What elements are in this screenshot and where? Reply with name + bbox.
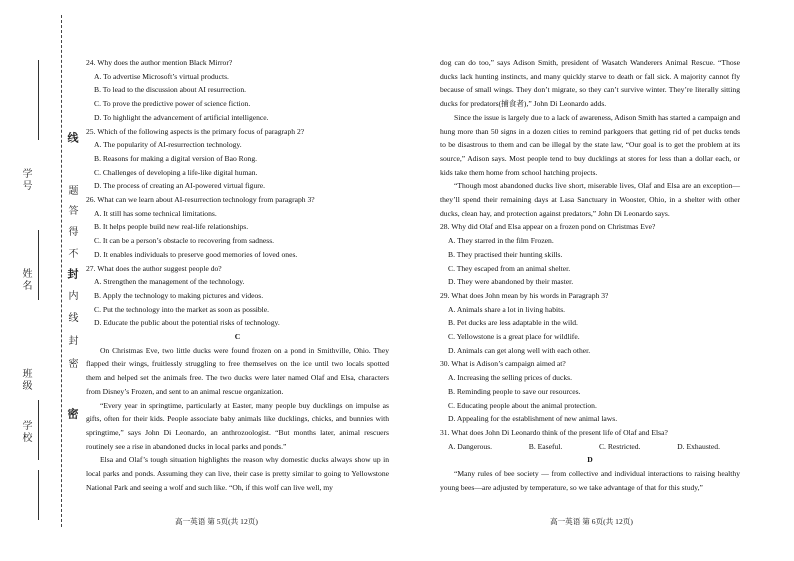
option-d: D. Animals can get along well with each other. <box>448 345 591 355</box>
student-id-label: 学号 <box>20 168 31 192</box>
option-c: C. Yellowstone is a great place for wildlife. <box>448 332 580 342</box>
class-label: 班级 <box>20 368 31 392</box>
question-stem: 28. Why did Olaf and Elsa appear on a frozen pond on Christmas Eve? <box>440 222 656 232</box>
option-d: D. Exhausted. <box>677 441 720 451</box>
option-b: B. It helps people build new real-life relationships. <box>94 222 249 232</box>
right-column <box>440 56 740 495</box>
school-underline <box>38 470 39 520</box>
question-stem: 24. Why does the author mention Black Mirror? <box>86 58 233 67</box>
question-stem: 25. Which of the following aspects is the primary focus of paragraph 2? <box>86 126 305 136</box>
question-stem: 29. What does John mean by his words in Paragraph 3? <box>440 290 609 300</box>
passage-paragraph: “Every year in springtime, particularly at Easter, many people buy ducklings on impulse as gifts, often for their kids. People associate baby animals like ducklings, chicks, and bunnies with springtime,” says John Di Leonardo, an anthrozoologist. “But months later, animal rescuers routinely see a rise in abandoned ducks in local parks and ponds.” <box>86 400 389 451</box>
passage-paragraph: Elsa and Olaf’s tough situation highlights the reason why domestic ducks always show up in local parks and ponds. Assuming they can live, their case is pretty similar to going to Yellowstone National Park and seeing a wolf and such like. “Oh, if this wolf can live well, my <box>86 455 389 492</box>
student-id-underline <box>38 60 39 140</box>
option-a: A. It still has some technical limitations. <box>94 208 217 218</box>
name-underline <box>38 230 39 300</box>
left-column <box>86 56 389 495</box>
option-b: B. Reasons for making a digital version of Bao Rong. <box>94 153 258 163</box>
name-label: 姓名 <box>20 268 31 292</box>
option-d: D. The process of creating an AI-powered virtual figure. <box>94 181 266 191</box>
option-d: D. They were abandoned by their master. <box>448 277 574 287</box>
option-a: A. To advertise Microsoft’s virtual products. <box>94 71 229 81</box>
question-stem: 27. What does the author suggest people do? <box>86 263 222 273</box>
option-b: B. Apply the technology to making pictures and videos. <box>94 290 264 300</box>
option-d: D. Appealing for the establishment of new animal laws. <box>448 414 618 424</box>
section-heading: D <box>587 455 593 465</box>
passage-paragraph: “Though most abandoned ducks live short, miserable lives, Olaf and Elsa are an exception—they’ll spend their remaining days at Lasa Sanctuary in Wooster, Ohio, in a shelter with other ducks, clean hay, and protection against predators,” John Di Leonardo says. <box>440 181 740 218</box>
option-c: C. They escaped from an animal shelter. <box>448 263 571 273</box>
seal-char: 内 <box>66 290 77 302</box>
option-b: B. To lead to the discussion about AI resurrection. <box>94 85 247 95</box>
school-label: 学校 <box>20 420 31 444</box>
passage-paragraph: On Christmas Eve, two little ducks were found frozen on a pond in Smithville, Ohio. They flapped their wings, fruitlessly struggling to free themselves on the ice until two locals spotted them and helped set the animals free. The two ducks were later named Olaf and Elsa, characters from Disney’s Frozen, and sent to an animal rescue organization. <box>86 345 389 396</box>
option-row <box>440 440 740 454</box>
question-stem: 26. What can we learn about AI-resurrection technology from paragraph 3? <box>86 195 315 205</box>
option-d: D. To highlight the advancement of artificial intelligence. <box>94 112 269 122</box>
seal-char: 答 <box>66 205 77 217</box>
option-a: A. They starred in the film Frozen. <box>448 236 554 246</box>
option-b: B. Pet ducks are less adaptable in the wild. <box>448 318 578 328</box>
option-a: A. The popularity of AI-resurrection technology. <box>94 140 242 150</box>
seal-char-seal: 封 <box>66 268 78 281</box>
class-underline <box>38 400 39 460</box>
seal-char-secret: 密 <box>66 408 78 421</box>
page-footer-right: 高一英语 第 6页(共 12页) <box>550 517 633 526</box>
option-a: A. Animals share a lot in living habits. <box>448 304 566 314</box>
passage-paragraph: dog can do too,” says Adison Smith, president of Wasatch Wanderers Animal Rescue. “Those ducks lack hunting instincts, and many quickly starve to death or fall sick. A majority cannot fly because of small wings. They don’t migrate, so they can’t survive winter. They’re literally sitting ducks for predators(捕食者),” John Di Leonardo adds. <box>440 58 740 109</box>
option-a: A. Dangerous. <box>448 441 493 451</box>
seal-char: 得 <box>66 226 77 238</box>
seal-char-line: 线 <box>66 132 78 145</box>
option-d: D. Educate the public about the potential risks of technology. <box>94 318 280 328</box>
page-footer-left: 高一英语 第 5页(共 12页) <box>175 517 258 526</box>
seal-char: 线 <box>66 312 77 324</box>
seal-char: 不 <box>66 248 77 260</box>
option-b: B. Easeful. <box>528 441 563 451</box>
seal-char: 封 <box>66 335 77 347</box>
seal-line <box>61 15 62 527</box>
option-a: A. Strengthen the management of the technology. <box>94 277 245 287</box>
option-c: C. Challenges of developing a life-like digital human. <box>94 167 258 177</box>
seal-char: 题 <box>66 185 77 197</box>
passage-paragraph: Since the issue is largely due to a lack of awareness, Adison Smith has started a campaign and hung more than 50 signs in a dozen cities to remind parkgoers that getting rid of pet ducks tends to be disastrous to them and can be illegal by the state law, “Our goal is to get the problem at its source,” Adison says. Most people tend to buy ducklings at stores for less than a dollar each, or kids take them home from school hatching projects. <box>440 112 740 177</box>
passage-paragraph: “Many rules of bee society — from collective and individual interactions to raising healthy young bees—are adjusted by temperature, so we take advantage of that for this study,” <box>440 469 740 492</box>
option-c: C. To prove the predictive power of science fiction. <box>94 99 251 109</box>
option-b: B. They practised their hunting skills. <box>448 249 563 259</box>
option-b: B. Reminding people to save our resources. <box>448 386 581 396</box>
section-heading: C <box>234 332 241 342</box>
option-c: C. Restricted. <box>598 441 641 451</box>
option-a: A. Increasing the selling prices of ducks. <box>448 373 572 383</box>
option-c: C. It can be a person’s obstacle to recovering from sadness. <box>94 236 275 246</box>
question-stem: 31. What does John Di Leonardo think of the present life of Olaf and Elsa? <box>440 427 668 437</box>
binding-margin <box>0 0 80 561</box>
option-c: C. Put the technology into the market as soon as possible. <box>94 304 270 314</box>
option-c: C. Educating people about the animal protection. <box>448 400 597 410</box>
option-d: D. It enables individuals to preserve good memories of loved ones. <box>94 249 298 259</box>
seal-char: 密 <box>66 358 77 370</box>
question-stem: 30. What is Adison’s campaign aimed at? <box>440 359 566 369</box>
